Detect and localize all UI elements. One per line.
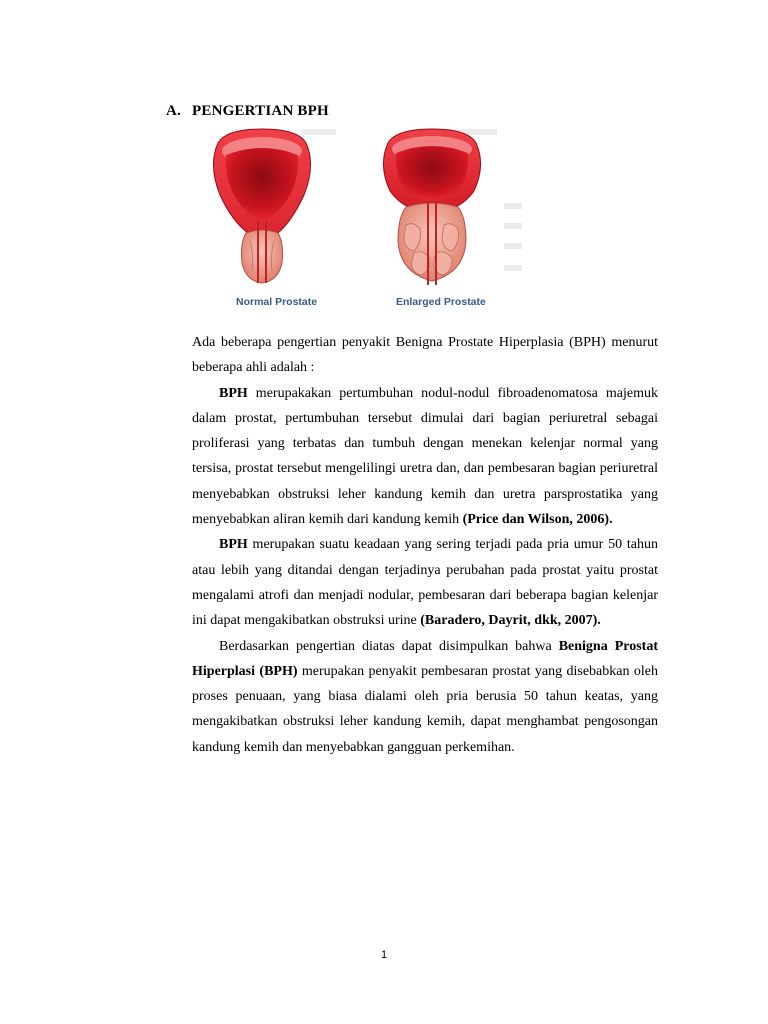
- term-bph: BPH: [219, 385, 248, 401]
- page-number: 1: [380, 949, 388, 961]
- section-number: A.: [166, 103, 181, 119]
- enlarged-prostate-label: Enlarged Prostate: [396, 296, 486, 308]
- section-title: PENGERTIAN BPH: [192, 103, 329, 119]
- paragraph-text: merupakan suatu keadaan yang sering terjadi pada pria umur 50 tahun atau lebih yang ditandai dengan terjadinya perubahan pada prostat yaitu prostat mengalami atrofi dan menjadi nodular, pembesaran dari beberapa bagian kelenjar ini dapat mengakibatkan obstruksi urine: [192, 537, 658, 629]
- term-bph-full: Benigna Prostat Hiperplasi (BPH): [192, 638, 658, 679]
- prostate-illustration: [192, 125, 524, 325]
- term-bph: BPH: [219, 537, 248, 553]
- section-heading: [166, 103, 329, 120]
- normal-prostate-label: Normal Prostate: [236, 296, 318, 308]
- body-text: [192, 330, 658, 760]
- citation: (Baradero, Dayrit, dkk, 2007).: [420, 613, 601, 629]
- paragraph-text: merupakakan pertumbuhan nodul-nodul fibroadenomatosa majemuk dalam prostat, pertumbuhan tersebut dimulai dari bagian periuretral sebagai proliferasi yang terbatas dan tumbuh dengan menekan kelenjar normal yang tersisa, prostat tersebut mengelilingi uretra dan, dan pembesaran bagian periuretral menyebabkan obstruksi leher kandung kemih dan uretra parsprostatika yang menyebabkan aliran kemih dari kandung kemih: [192, 385, 658, 528]
- paragraph-intro: Ada beberapa pengertian penyakit Benigna Prostate Hiperplasia (BPH) menurut beberapa ahli adalah :: [192, 335, 658, 376]
- paragraph-definition-1: [192, 381, 658, 533]
- citation: (Price dan Wilson, 2006).: [462, 512, 613, 528]
- paragraph-conclusion: [192, 634, 658, 760]
- paragraph-text: Berdasarkan pengertian diatas dapat disimpulkan bahwa: [219, 638, 559, 654]
- paragraph-definition-2: [192, 532, 658, 633]
- prostate-diagram-image: [192, 125, 524, 325]
- paragraph-text: merupakan penyakit pembesaran prostat yang disebabkan oleh proses penuaan, yang biasa dialami oleh pria berusia 50 tahun keatas, yang mengakibatkan obstruksi leher kandung kemih, dapat menghambat pengosongan kandung kemih dan menyebabkan gangguan perkemihan.: [192, 663, 658, 755]
